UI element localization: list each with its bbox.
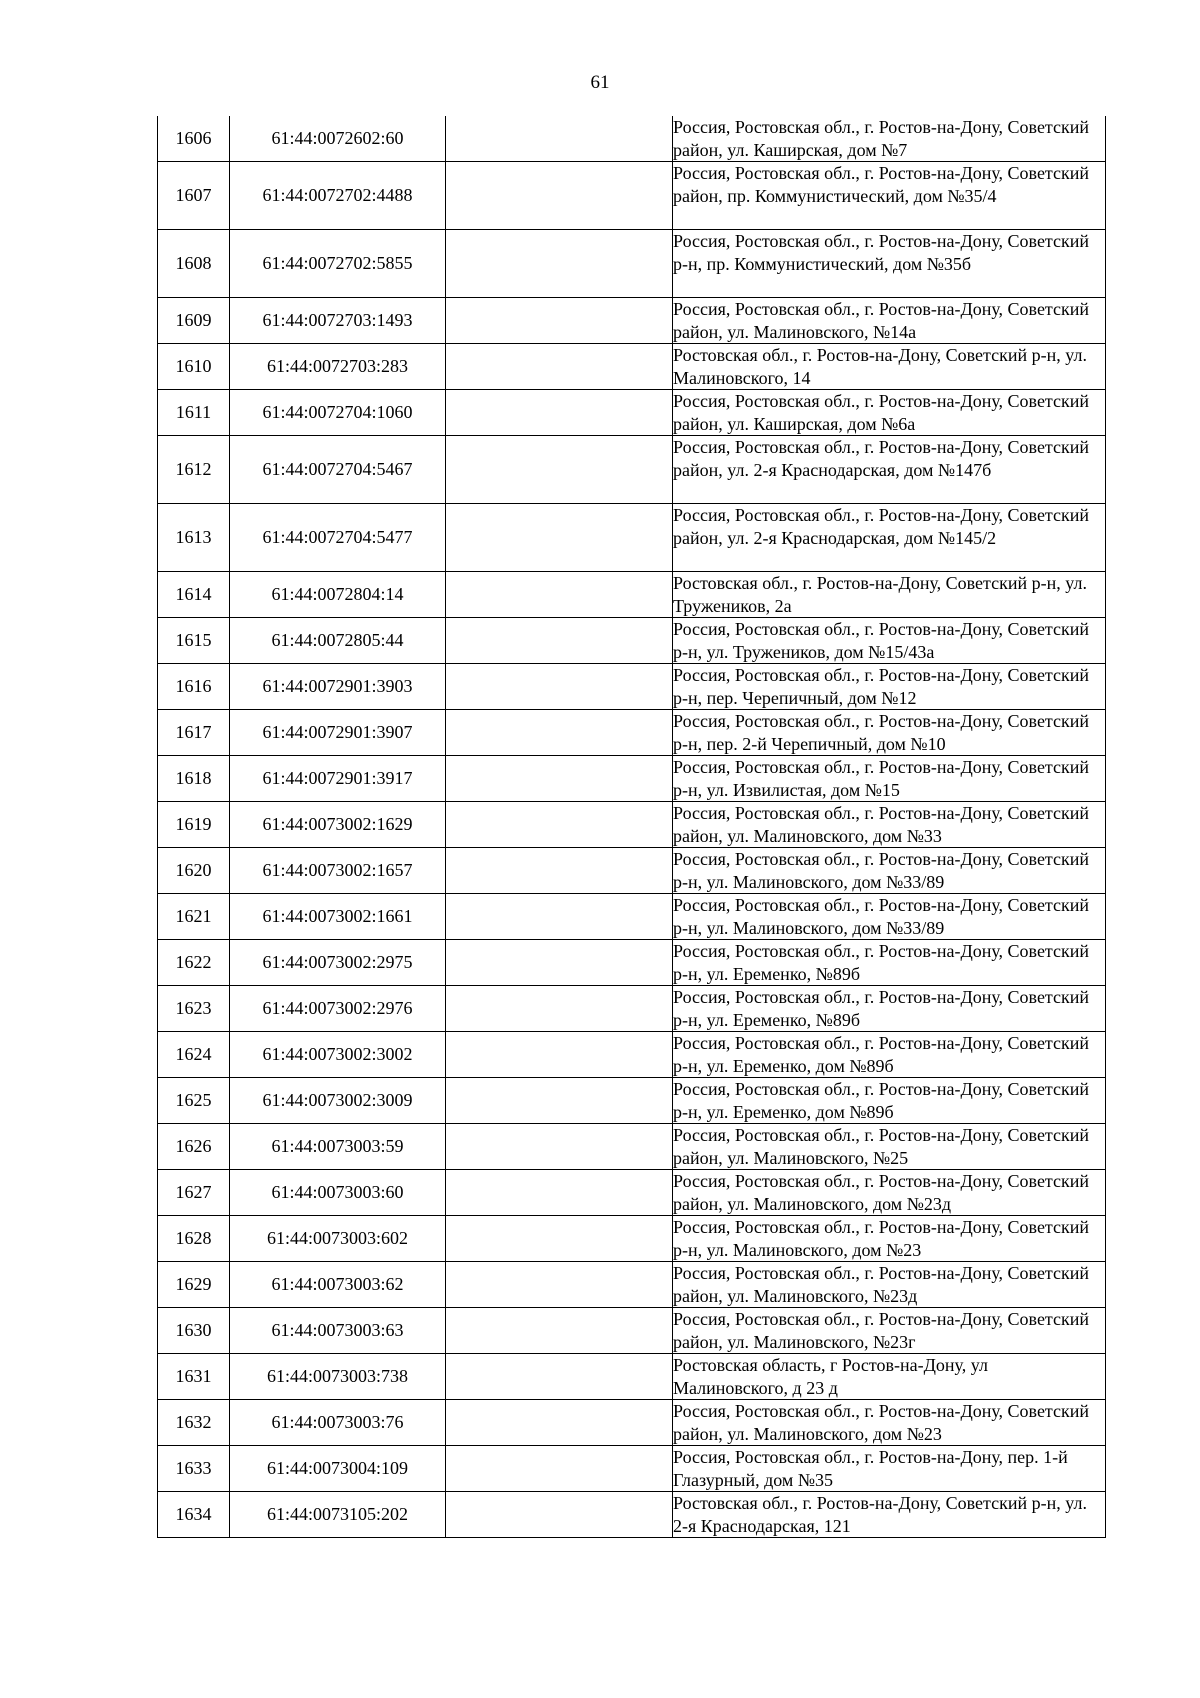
cadastral-number-cell: 61:44:0072704:5467 (230, 436, 446, 504)
address-cell: Россия, Ростовская обл., г. Ростов-на-Дону, Советский район, ул. Малиновского, №23г (673, 1308, 1106, 1354)
empty-cell (446, 802, 673, 848)
empty-cell (446, 1446, 673, 1492)
cadastral-number-cell: 61:44:0073003:738 (230, 1354, 446, 1400)
empty-cell (446, 1124, 673, 1170)
address-cell: Ростовская область, г Ростов-на-Дону, ул Малиновского, д 23 д (673, 1354, 1106, 1400)
cadastral-number-cell: 61:44:0073002:1657 (230, 848, 446, 894)
empty-cell (446, 436, 673, 504)
empty-cell (446, 1262, 673, 1308)
empty-cell (446, 848, 673, 894)
address-cell: Ростовская обл., г. Ростов-на-Дону, Советский р-н, ул. 2-я Краснодарская, 121 (673, 1492, 1106, 1538)
row-number-cell: 1612 (158, 436, 230, 504)
table-row (158, 802, 1106, 848)
empty-cell (446, 162, 673, 230)
table-row (158, 1078, 1106, 1124)
cadastral-number-cell: 61:44:0073003:62 (230, 1262, 446, 1308)
row-number-cell: 1632 (158, 1400, 230, 1446)
row-number-cell: 1620 (158, 848, 230, 894)
table-row (158, 986, 1106, 1032)
table-row (158, 230, 1106, 298)
cadastral-number-cell: 61:44:0073003:60 (230, 1170, 446, 1216)
row-number-cell: 1619 (158, 802, 230, 848)
row-number-cell: 1616 (158, 664, 230, 710)
row-number-cell: 1611 (158, 390, 230, 436)
cadastral-number-cell: 61:44:0072901:3907 (230, 710, 446, 756)
row-number-cell: 1629 (158, 1262, 230, 1308)
cadastral-number-cell: 61:44:0073003:602 (230, 1216, 446, 1262)
empty-cell (446, 618, 673, 664)
row-number-cell: 1606 (158, 116, 230, 162)
table-row (158, 1216, 1106, 1262)
cadastral-number-cell: 61:44:0072901:3903 (230, 664, 446, 710)
address-cell: Россия, Ростовская обл., г. Ростов-на-Дону, Советский р-н, ул. Еременко, №89б (673, 940, 1106, 986)
row-number-cell: 1607 (158, 162, 230, 230)
table-row (158, 756, 1106, 802)
empty-cell (446, 1170, 673, 1216)
cadastral-number-cell: 61:44:0072702:4488 (230, 162, 446, 230)
address-cell: Россия, Ростовская обл., г. Ростов-на-Дону, Советский р-н, ул. Еременко, дом №89б (673, 1032, 1106, 1078)
cadastral-number-cell: 61:44:0073002:1661 (230, 894, 446, 940)
cadastral-number-cell: 61:44:0072703:283 (230, 344, 446, 390)
cadastral-number-cell: 61:44:0072805:44 (230, 618, 446, 664)
cadastral-number-cell: 61:44:0073105:202 (230, 1492, 446, 1538)
cadastral-number-cell: 61:44:0072602:60 (230, 116, 446, 162)
empty-cell (446, 1078, 673, 1124)
empty-cell (446, 116, 673, 162)
row-number-cell: 1633 (158, 1446, 230, 1492)
page-number: 61 (590, 72, 610, 93)
cadastral-number-cell: 61:44:0072703:1493 (230, 298, 446, 344)
address-cell: Россия, Ростовская обл., г. Ростов-на-Дону, Советский р-н, пер. Черепичный, дом №12 (673, 664, 1106, 710)
table-row (158, 298, 1106, 344)
address-cell: Россия, Ростовская обл., г. Ростов-на-Дону, Советский р-н, ул. Малиновского, дом №23 (673, 1216, 1106, 1262)
address-cell: Ростовская обл., г. Ростов-на-Дону, Советский р-н, ул. Малиновского, 14 (673, 344, 1106, 390)
table-row (158, 436, 1106, 504)
cadastral-number-cell: 61:44:0073002:3002 (230, 1032, 446, 1078)
row-number-cell: 1627 (158, 1170, 230, 1216)
row-number-cell: 1634 (158, 1492, 230, 1538)
table-row (158, 390, 1106, 436)
empty-cell (446, 1400, 673, 1446)
empty-cell (446, 390, 673, 436)
table-row (158, 1308, 1106, 1354)
table-row (158, 1032, 1106, 1078)
address-cell: Россия, Ростовская обл., г. Ростов-на-Дону, Советский р-н, ул. Еременко, дом №89б (673, 1078, 1106, 1124)
table-row (158, 1170, 1106, 1216)
cadastral-number-cell: 61:44:0073003:59 (230, 1124, 446, 1170)
row-number-cell: 1613 (158, 504, 230, 572)
empty-cell (446, 344, 673, 390)
table-row (158, 618, 1106, 664)
address-cell: Россия, Ростовская обл., г. Ростов-на-Дону, Советский район, пр. Коммунистический, дом №35/4 (673, 162, 1106, 230)
address-cell: Россия, Ростовская обл., г. Ростов-на-Дону, Советский район, ул. 2-я Краснодарская, дом №145/2 (673, 504, 1106, 572)
cadastral-number-cell: 61:44:0072702:5855 (230, 230, 446, 298)
address-cell: Россия, Ростовская обл., г. Ростов-на-Дону, Советский район, ул. Малиновского, дом №33 (673, 802, 1106, 848)
address-cell: Россия, Ростовская обл., г. Ростов-на-Дону, Советский район, ул. 2-я Краснодарская, дом №147б (673, 436, 1106, 504)
row-number-cell: 1624 (158, 1032, 230, 1078)
table-row (158, 848, 1106, 894)
row-number-cell: 1614 (158, 572, 230, 618)
empty-cell (446, 986, 673, 1032)
address-cell: Россия, Ростовская обл., г. Ростов-на-Дону, Советский р-н, ул. Тружеников, дом №15/43а (673, 618, 1106, 664)
address-cell: Ростовская обл., г. Ростов-на-Дону, Советский р-н, ул. Тружеников, 2а (673, 572, 1106, 618)
cadastral-number-cell: 61:44:0072704:1060 (230, 390, 446, 436)
address-cell: Россия, Ростовская обл., г. Ростов-на-Дону, Советский район, ул. Каширская, дом №6а (673, 390, 1106, 436)
row-number-cell: 1618 (158, 756, 230, 802)
empty-cell (446, 230, 673, 298)
cadastral-number-cell: 61:44:0073002:2976 (230, 986, 446, 1032)
empty-cell (446, 664, 673, 710)
empty-cell (446, 1216, 673, 1262)
row-number-cell: 1610 (158, 344, 230, 390)
address-cell: Россия, Ростовская обл., г. Ростов-на-Дону, Советский район, ул. Малиновского, №14а (673, 298, 1106, 344)
row-number-cell: 1626 (158, 1124, 230, 1170)
address-cell: Россия, Ростовская обл., г. Ростов-на-Дону, Советский р-н, ул. Еременко, №89б (673, 986, 1106, 1032)
cadastral-number-cell: 61:44:0072901:3917 (230, 756, 446, 802)
table-row (158, 894, 1106, 940)
empty-cell (446, 1308, 673, 1354)
address-cell: Россия, Ростовская обл., г. Ростов-на-Дону, Советский район, ул. Малиновского, дом №23д (673, 1170, 1106, 1216)
row-number-cell: 1609 (158, 298, 230, 344)
empty-cell (446, 710, 673, 756)
table-row (158, 664, 1106, 710)
table-row (158, 572, 1106, 618)
cadastral-number-cell: 61:44:0073002:1629 (230, 802, 446, 848)
address-cell: Россия, Ростовская обл., г. Ростов-на-Дону, Советский р-н, пер. 2-й Черепичный, дом №10 (673, 710, 1106, 756)
cadastral-number-cell: 61:44:0073003:63 (230, 1308, 446, 1354)
cadastral-number-cell: 61:44:0073002:3009 (230, 1078, 446, 1124)
empty-cell (446, 940, 673, 986)
cadastral-number-cell: 61:44:0072804:14 (230, 572, 446, 618)
table-row (158, 1262, 1106, 1308)
cadastral-number-cell: 61:44:0073003:76 (230, 1400, 446, 1446)
row-number-cell: 1625 (158, 1078, 230, 1124)
address-cell: Россия, Ростовская обл., г. Ростов-на-Дону, Советский район, ул. Малиновского, №23д (673, 1262, 1106, 1308)
table-row (158, 710, 1106, 756)
row-number-cell: 1608 (158, 230, 230, 298)
row-number-cell: 1622 (158, 940, 230, 986)
cadastral-number-cell: 61:44:0072704:5477 (230, 504, 446, 572)
table-row (158, 344, 1106, 390)
address-cell: Россия, Ростовская обл., г. Ростов-на-Дону, пер. 1-й Глазурный, дом №35 (673, 1446, 1106, 1492)
empty-cell (446, 756, 673, 802)
empty-cell (446, 1032, 673, 1078)
registry-body (158, 116, 1106, 1538)
row-number-cell: 1615 (158, 618, 230, 664)
address-cell: Россия, Ростовская обл., г. Ростов-на-Дону, Советский район, ул. Каширская, дом №7 (673, 116, 1106, 162)
row-number-cell: 1621 (158, 894, 230, 940)
address-cell: Россия, Ростовская обл., г. Ростов-на-Дону, Советский р-н, ул. Малиновского, дом №33/89 (673, 848, 1106, 894)
address-cell: Россия, Ростовская обл., г. Ростов-на-Дону, Советский р-н, ул. Малиновского, дом №33/89 (673, 894, 1106, 940)
address-cell: Россия, Ростовская обл., г. Ростов-на-Дону, Советский район, ул. Малиновского, дом №23 (673, 1400, 1106, 1446)
address-cell: Россия, Ростовская обл., г. Ростов-на-Дону, Советский р-н, ул. Извилистая, дом №15 (673, 756, 1106, 802)
table-row (158, 1124, 1106, 1170)
table-row (158, 116, 1106, 162)
empty-cell (446, 1492, 673, 1538)
table-row (158, 940, 1106, 986)
address-cell: Россия, Ростовская обл., г. Ростов-на-Дону, Советский район, ул. Малиновского, №25 (673, 1124, 1106, 1170)
cadastral-number-cell: 61:44:0073002:2975 (230, 940, 446, 986)
table-row (158, 1354, 1106, 1400)
table-row (158, 162, 1106, 230)
empty-cell (446, 572, 673, 618)
address-cell: Россия, Ростовская обл., г. Ростов-на-Дону, Советский р-н, пр. Коммунистический, дом №35б (673, 230, 1106, 298)
row-number-cell: 1623 (158, 986, 230, 1032)
empty-cell (446, 894, 673, 940)
row-number-cell: 1631 (158, 1354, 230, 1400)
table-row (158, 1400, 1106, 1446)
empty-cell (446, 298, 673, 344)
table-row (158, 1446, 1106, 1492)
cadastral-registry-table (157, 116, 1106, 1538)
table-row (158, 1492, 1106, 1538)
table-row (158, 504, 1106, 572)
row-number-cell: 1628 (158, 1216, 230, 1262)
empty-cell (446, 1354, 673, 1400)
row-number-cell: 1617 (158, 710, 230, 756)
cadastral-number-cell: 61:44:0073004:109 (230, 1446, 446, 1492)
empty-cell (446, 504, 673, 572)
row-number-cell: 1630 (158, 1308, 230, 1354)
